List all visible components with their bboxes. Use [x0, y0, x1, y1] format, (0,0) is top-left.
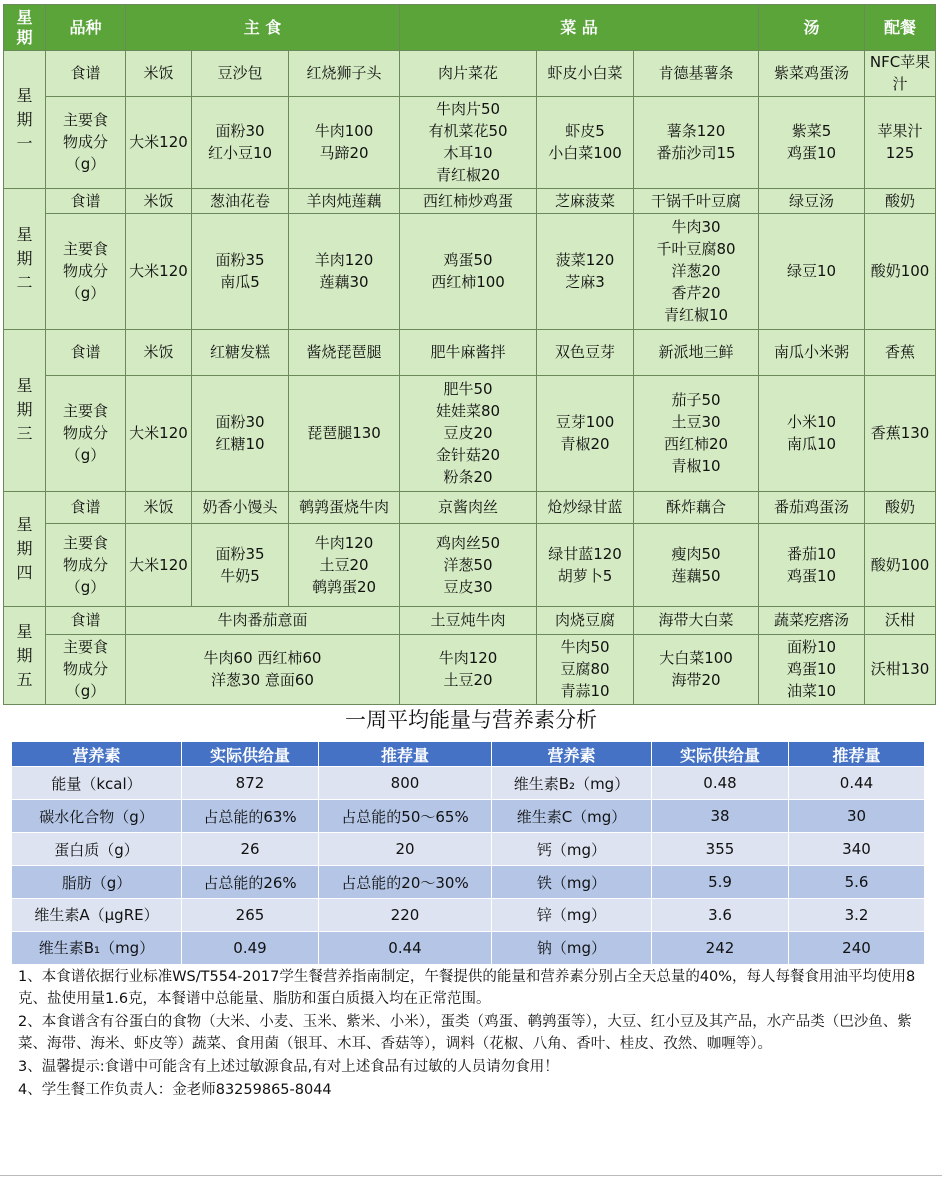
nutrition-cell: 5.9 [652, 866, 789, 899]
note-1: 1、本食谱依据行业标准WS/T554-2017学生餐营养指南制定，午餐提供的能量和营养素分别占全天总量的40%，每人每餐食用油平均使用8克、盐使用量1.6克，本餐谱中总能量、脂肪和蛋白质摄入均在正常范围。 [18, 969, 916, 1007]
nutrition-cell: 38 [652, 800, 789, 833]
recipe-row [4, 607, 936, 634]
menu-cell: 大米120 [126, 523, 192, 606]
ingredients-label: 主要食物成分（g） [46, 376, 126, 492]
menu-cell: 沃柑130 [865, 634, 936, 705]
recipe-label: 食谱 [46, 189, 126, 214]
menu-cell: 大米120 [126, 376, 192, 492]
recipe-row [4, 329, 936, 375]
nutrition-cell: 5.6 [789, 866, 925, 899]
recipe-row [4, 189, 936, 214]
nutrition-cell: 占总能的26% [182, 866, 319, 899]
menu-cell: 牛肉片50 有机菜花50 木耳10 青红椒20 [400, 96, 537, 189]
menu-cell: 紫菜5 鸡蛋10 [759, 96, 865, 189]
menu-cell: 菠菜120 芝麻3 [537, 214, 634, 330]
menu-cell: 苹果汁125 [865, 96, 936, 189]
nutr-header: 实际供给量 [652, 742, 789, 767]
ingredients-row [4, 634, 936, 705]
day-label: 星期二 [4, 189, 46, 330]
menu-cell: 面粉10 鸡蛋10 油菜10 [759, 634, 865, 705]
menu-cell: 面粉35 牛奶5 [192, 523, 289, 606]
menu-cell: 绿豆10 [759, 214, 865, 330]
menu-cell: 鸡蛋50 西红柿100 [400, 214, 537, 330]
menu-cell: 酸奶 [865, 189, 936, 214]
header-day: 星期 [4, 5, 46, 51]
header-category: 品种 [46, 5, 126, 51]
nutrition-cell: 0.44 [789, 767, 925, 800]
menu-cell: 面粉30 红小豆10 [192, 96, 289, 189]
nutrition-cell: 3.6 [652, 899, 789, 932]
day-label: 星期五 [4, 607, 46, 705]
menu-cell: 大米120 [126, 96, 192, 189]
nutrition-cell: 碳水化合物（g） [12, 800, 182, 833]
menu-cell: 米饭 [126, 189, 192, 214]
menu-cell: 酥炸藕合 [634, 491, 759, 523]
menu-cell: 南瓜小米粥 [759, 329, 865, 375]
nutrition-cell: 维生素B₂（mg） [492, 767, 652, 800]
ingredients-row [4, 523, 936, 606]
nutr-header: 营养素 [492, 742, 652, 767]
menu-cell: 肯德基薯条 [634, 51, 759, 96]
note-2: 2、本食谱含有谷蛋白的食物（大米、小麦、玉米、紫米、小米），蛋类（鸡蛋、鹌鹑蛋等），大豆、红小豆及其产品，水产品类（巴沙鱼、紫菜、海带、海米、虾皮等）蔬菜、食用菌（银耳、木耳、香菇等），调料（花椒、八角、香叶、桂皮、孜然、咖喱等）。 [18, 1014, 912, 1052]
header-dishes: 菜 品 [400, 5, 759, 51]
menu-cell: 红糖发糕 [192, 329, 289, 375]
nutrition-cell: 锌（mg） [492, 899, 652, 932]
menu-cell: 京酱肉丝 [400, 491, 537, 523]
menu-cell: 豆芽100 青椒20 [537, 376, 634, 492]
menu-cell: 肉片菜花 [400, 51, 537, 96]
menu-cell: 红烧狮子头 [289, 51, 400, 96]
menu-cell: 虾皮5 小白菜100 [537, 96, 634, 189]
header-soup: 汤 [759, 5, 865, 51]
nutrition-table [11, 741, 925, 965]
nutrition-row [12, 767, 925, 800]
menu-cell: 琵琶腿130 [289, 376, 400, 492]
nutrition-cell: 26 [182, 833, 319, 866]
nutrition-cell: 355 [652, 833, 789, 866]
nutrition-cell: 0.48 [652, 767, 789, 800]
notes-section [18, 966, 918, 1102]
menu-cell: 番茄鸡蛋汤 [759, 491, 865, 523]
nutrition-cell: 0.44 [319, 931, 492, 964]
menu-cell: 双色豆芽 [537, 329, 634, 375]
nutrition-cell: 872 [182, 767, 319, 800]
menu-cell: 紫菜鸡蛋汤 [759, 51, 865, 96]
nutrition-cell: 占总能的50～65% [319, 800, 492, 833]
nutrition-cell: 0.49 [182, 931, 319, 964]
page-divider [0, 1175, 942, 1176]
menu-cell: 肥牛50 娃娃菜80 豆皮20 金针菇20 粉条20 [400, 376, 537, 492]
menu-cell: 牛肉30 千叶豆腐80 洋葱20 香芹20 青红椒10 [634, 214, 759, 330]
menu-cell: 薯条120 番茄沙司15 [634, 96, 759, 189]
menu-cell: 干锅千叶豆腐 [634, 189, 759, 214]
menu-cell: 面粉35 南瓜5 [192, 214, 289, 330]
note-3: 3、温馨提示:食谱中可能含有上述过敏源食品,有对上述食品有过敏的人员请勿食用！ [18, 1059, 559, 1075]
menu-cell: 芝麻菠菜 [537, 189, 634, 214]
ingredients-label: 主要食物成分（g） [46, 634, 126, 705]
menu-cell: 肥牛麻酱拌 [400, 329, 537, 375]
menu-cell: NFC苹果汁 [865, 51, 936, 96]
ingredients-row [4, 96, 936, 189]
menu-cell: 鸡肉丝50 洋葱50 豆皮30 [400, 523, 537, 606]
menu-cell: 炝炒绿甘蓝 [537, 491, 634, 523]
menu-cell: 大白菜100 海带20 [634, 634, 759, 705]
nutrition-cell: 30 [789, 800, 925, 833]
nutrition-cell: 钙（mg） [492, 833, 652, 866]
nutrition-cell: 钠（mg） [492, 931, 652, 964]
nutrition-cell: 220 [319, 899, 492, 932]
menu-cell: 茄子50 土豆30 西红柿20 青椒10 [634, 376, 759, 492]
day-label: 星期三 [4, 329, 46, 491]
menu-cell: 沃柑 [865, 607, 936, 634]
nutrition-cell: 3.2 [789, 899, 925, 932]
menu-cell: 米饭 [126, 491, 192, 523]
menu-cell: 米饭 [126, 51, 192, 96]
menu-cell: 鹌鹑蛋烧牛肉 [289, 491, 400, 523]
nutrition-cell: 维生素C（mg） [492, 800, 652, 833]
menu-cell: 米饭 [126, 329, 192, 375]
menu-cell: 牛肉100 马蹄20 [289, 96, 400, 189]
header-staple: 主 食 [126, 5, 400, 51]
menu-cell: 绿甘蓝120 胡萝卜5 [537, 523, 634, 606]
menu-cell: 牛肉120 土豆20 鹌鹑蛋20 [289, 523, 400, 606]
recipe-label: 食谱 [46, 329, 126, 375]
nutrition-cell: 脂肪（g） [12, 866, 182, 899]
nutrition-cell: 265 [182, 899, 319, 932]
menu-cell: 番茄10 鸡蛋10 [759, 523, 865, 606]
nutrition-row [12, 800, 925, 833]
menu-cell: 土豆炖牛肉 [400, 607, 537, 634]
recipe-row [4, 491, 936, 523]
menu-cell: 羊肉120 莲藕30 [289, 214, 400, 330]
nutrition-cell: 占总能的20～30% [319, 866, 492, 899]
menu-cell: 葱油花卷 [192, 189, 289, 214]
ingredients-row [4, 214, 936, 330]
menu-cell: 瘦肉50 莲藕50 [634, 523, 759, 606]
menu-cell: 蔬菜疙瘩汤 [759, 607, 865, 634]
menu-cell: 新派地三鲜 [634, 329, 759, 375]
menu-cell: 豆沙包 [192, 51, 289, 96]
nutrition-cell: 340 [789, 833, 925, 866]
menu-cell: 绿豆汤 [759, 189, 865, 214]
nutrition-row [12, 931, 925, 964]
recipe-label: 食谱 [46, 51, 126, 96]
recipe-label: 食谱 [46, 491, 126, 523]
menu-cell: 牛肉番茄意面 [126, 607, 400, 634]
nutrition-cell: 维生素A（μgRE） [12, 899, 182, 932]
note-4: 4、学生餐工作负责人：金老师83259865-8044 [18, 1082, 332, 1098]
day-label: 星期一 [4, 51, 46, 189]
nutrition-row [12, 833, 925, 866]
menu-cell: 奶香小馒头 [192, 491, 289, 523]
day-label: 星期四 [4, 491, 46, 607]
ingredients-row [4, 376, 936, 492]
menu-cell: 面粉30 红糖10 [192, 376, 289, 492]
nutrition-cell: 维生素B₁（mg） [12, 931, 182, 964]
menu-cell: 牛肉50 豆腐80 青蒜10 [537, 634, 634, 705]
nutrition-cell: 242 [652, 931, 789, 964]
analysis-title: 一周平均能量与营养素分析 [345, 708, 597, 732]
menu-cell: 羊肉炖莲藕 [289, 189, 400, 214]
weekly-menu-table [3, 4, 936, 705]
menu-cell: 酸奶100 [865, 523, 936, 606]
menu-cell: 牛肉60 西红柿60 洋葱30 意面60 [126, 634, 400, 705]
ingredients-label: 主要食物成分（g） [46, 96, 126, 189]
nutr-header: 实际供给量 [182, 742, 319, 767]
menu-cell: 虾皮小白菜 [537, 51, 634, 96]
menu-cell: 酱烧琵琶腿 [289, 329, 400, 375]
menu-cell: 小米10 南瓜10 [759, 376, 865, 492]
nutrition-row [12, 899, 925, 932]
menu-cell: 酸奶 [865, 491, 936, 523]
header-side: 配餐 [865, 5, 936, 51]
menu-cell: 牛肉120 土豆20 [400, 634, 537, 705]
menu-cell: 香蕉 [865, 329, 936, 375]
nutrition-cell: 蛋白质（g） [12, 833, 182, 866]
nutrition-cell: 20 [319, 833, 492, 866]
nutr-header: 推荐量 [789, 742, 925, 767]
menu-cell: 肉烧豆腐 [537, 607, 634, 634]
nutrition-cell: 240 [789, 931, 925, 964]
menu-cell: 酸奶100 [865, 214, 936, 330]
nutrition-row [12, 866, 925, 899]
nutr-header: 营养素 [12, 742, 182, 767]
ingredients-label: 主要食物成分（g） [46, 214, 126, 330]
menu-cell: 海带大白菜 [634, 607, 759, 634]
menu-cell: 香蕉130 [865, 376, 936, 492]
nutrition-cell: 铁（mg） [492, 866, 652, 899]
menu-cell: 西红柿炒鸡蛋 [400, 189, 537, 214]
recipe-row [4, 51, 936, 96]
nutrition-cell: 能量（kcal） [12, 767, 182, 800]
menu-cell: 大米120 [126, 214, 192, 330]
nutr-header: 推荐量 [319, 742, 492, 767]
ingredients-label: 主要食物成分（g） [46, 523, 126, 606]
recipe-label: 食谱 [46, 607, 126, 634]
nutrition-cell: 800 [319, 767, 492, 800]
nutrition-cell: 占总能的63% [182, 800, 319, 833]
